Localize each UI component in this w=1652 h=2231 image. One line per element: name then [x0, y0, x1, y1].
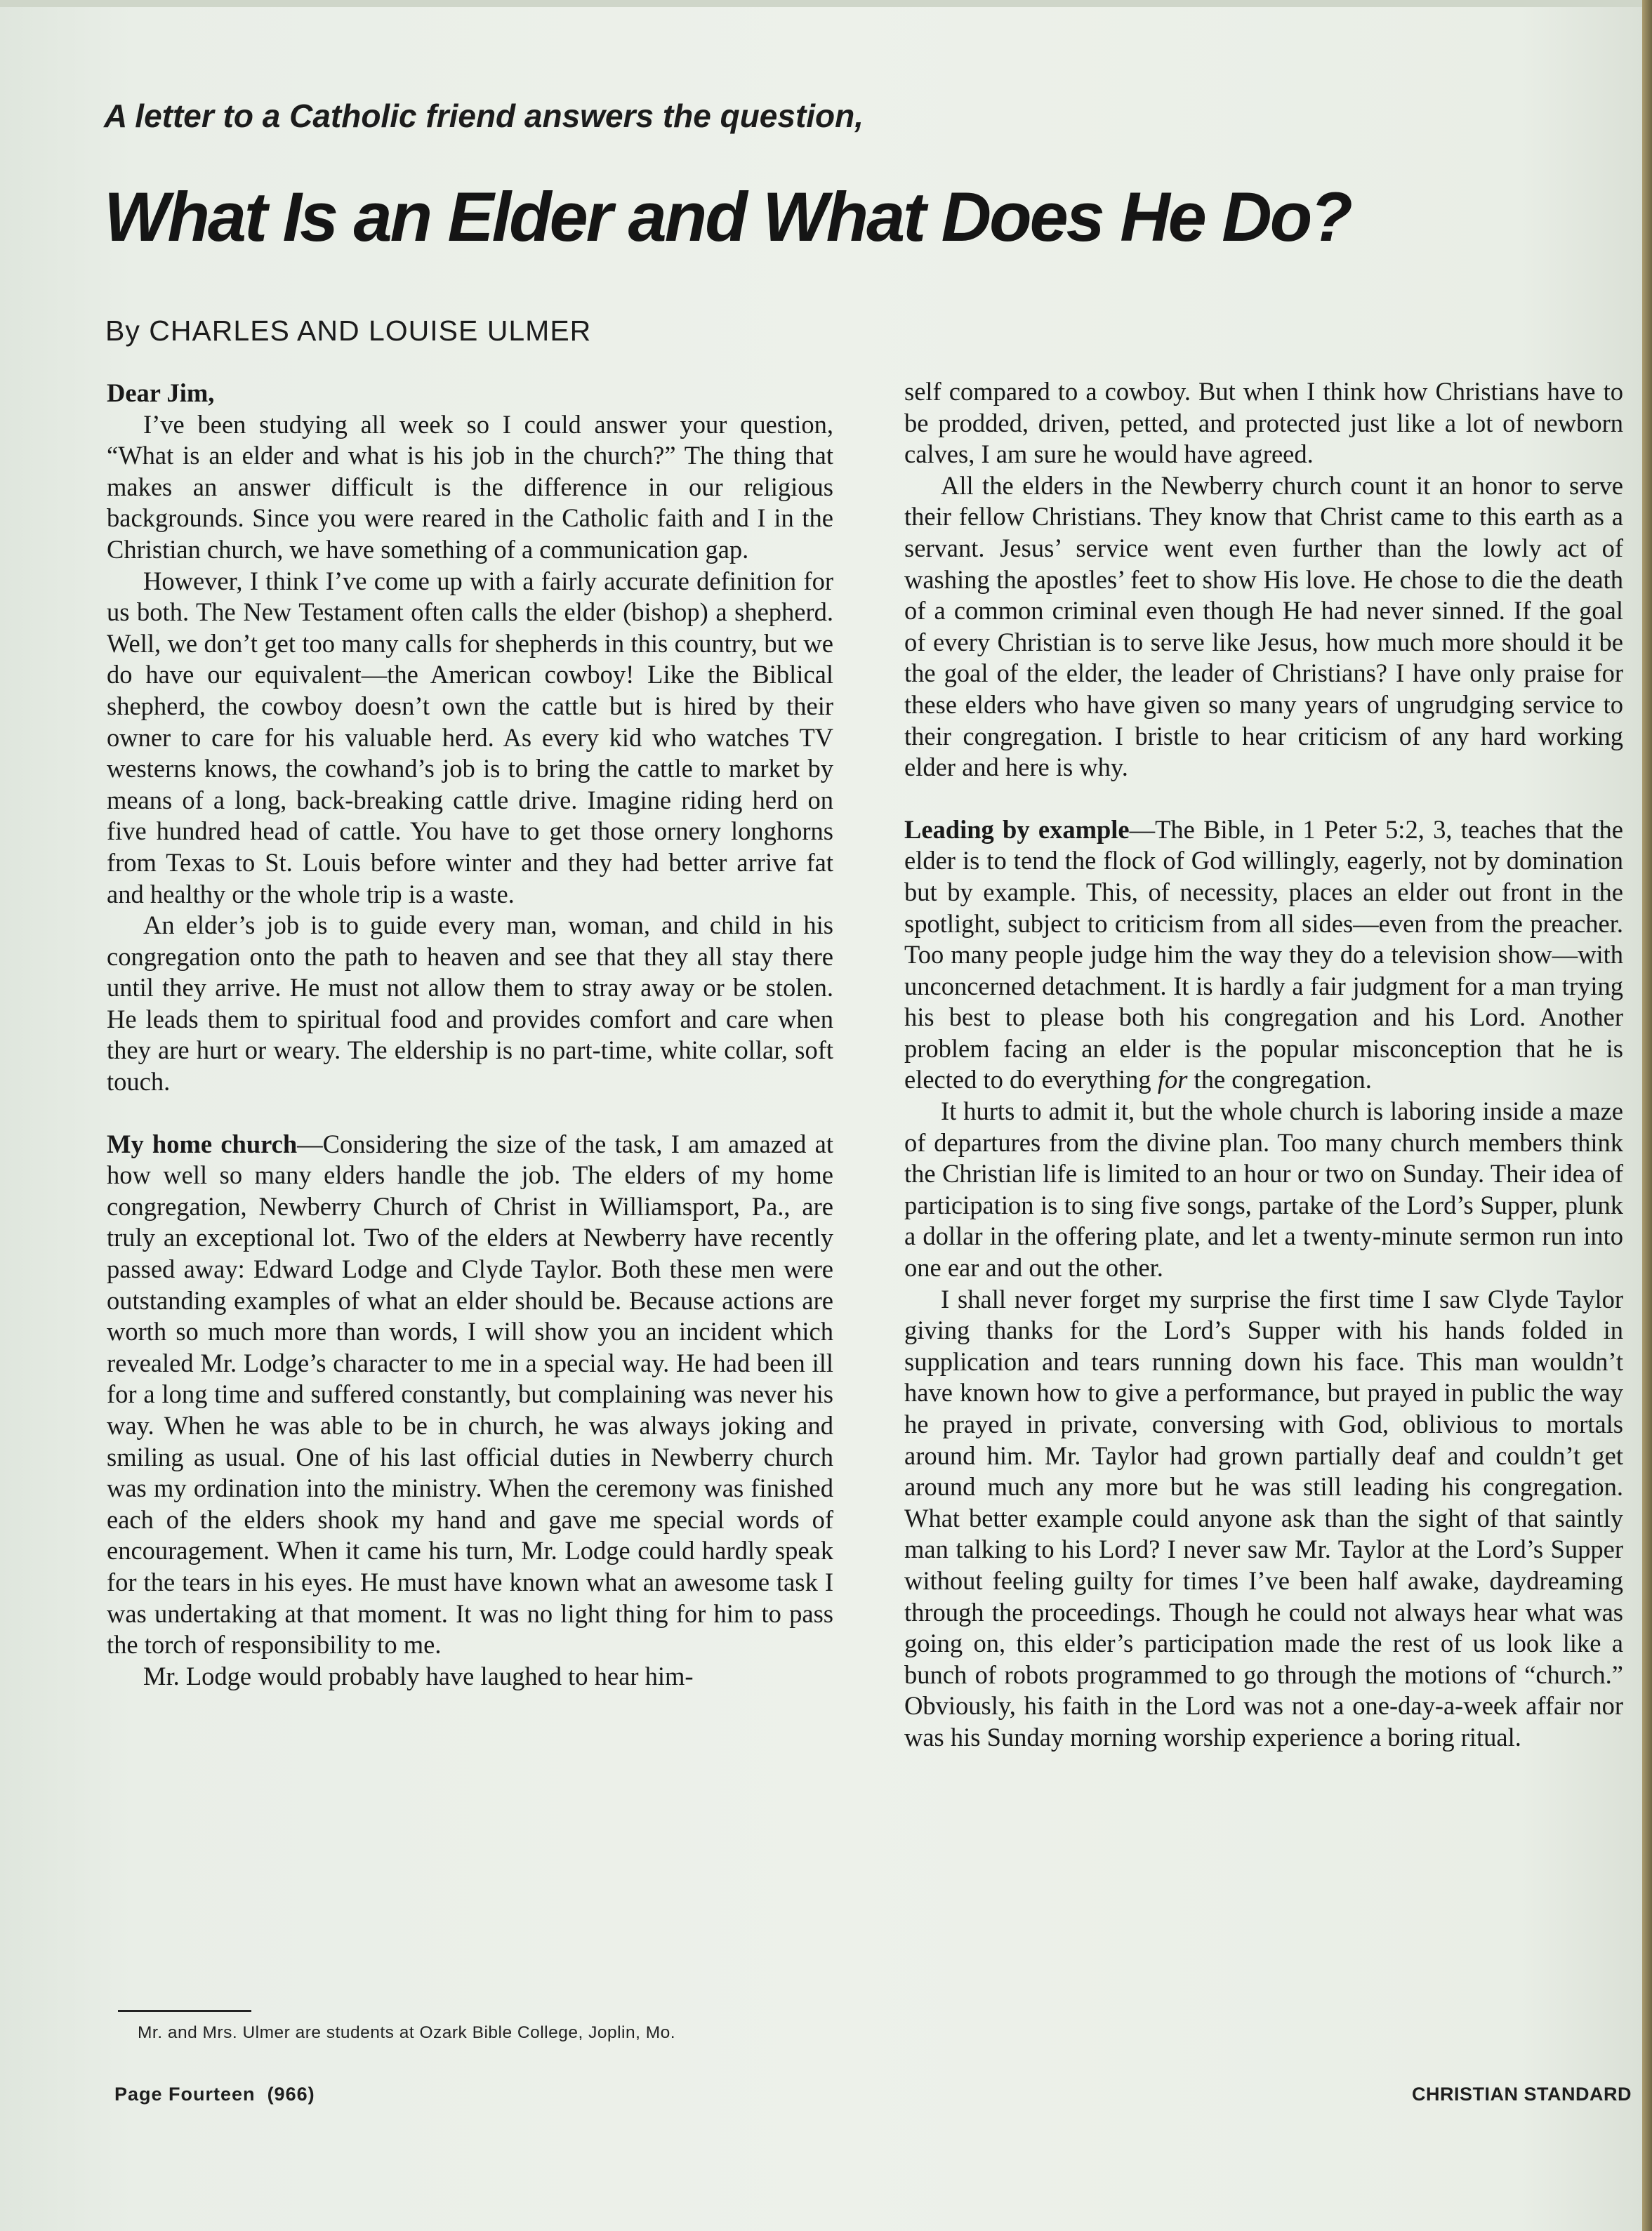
right-paragraph-5: I shall never forget my surprise the first time I saw Clyde Taylor giving thanks for the Lord’s Supper with his hands folded in supplication and tears running down his face. This man wouldn’t have known how to give a performance, but prayed in public the way he prayed in private, conversing with God, oblivious to mortals around him. Mr. Taylor had grown partially deaf and couldn’t get around much any more but he was still leading his congregation. What better example could anyone ask than the sight of that saintly man talking to his Lord? I never saw Mr. Taylor at the Lord’s Supper without feeling guilty for times I’ve been half awake, daydreaming through the proceedings. Though he could not always hear what was going on, this elder’s participation made the rest of us look like a bunch of robots programmed to go through the motions of “church.” Obviously, his faith in the Lord was not a one-day-a-week affair nor was his Sunday morning worship experience a boring ritual.: [904, 1284, 1623, 1752]
page-label: Page Fourteen: [114, 2084, 256, 2105]
page-right-edge: [1642, 0, 1652, 2231]
footnote-rule: [118, 2010, 251, 2012]
page-top-edge: [0, 0, 1652, 7]
left-paragraph-1: I’ve been studying all week so I could answer your question, “What is an elder and what is his job in the church?” The thing that makes an answer difficult is the difference in our religious backgrounds. Since you were reared in the Catholic faith and I in the Christian church, we have something of a communication gap.: [107, 409, 833, 564]
left-paragraph-2: However, I think I’ve come up with a fairly accurate definition for us both. The New Testament often calls the elder (bishop) a shepherd. Well, we don’t get too many calls for shepherds in this country, but we do have our equivalent—the American cowboy! Like the Biblical shepherd, the cowboy doesn’t own the cattle but is hired by their owner to care for his valuable herd. As every kid who watches TV westerns knows, the cowhand’s job is to bring the cattle to market by means of a long, back-breaking cattle drive. Imagine riding herd on five hundred head of cattle. You have to get those ornery longhorns from Texas to St. Louis before winter and they had better arrive fat and healthy or the whole trip is a waste.: [107, 566, 833, 908]
right-paragraph-3-emphasis: for: [1157, 1065, 1188, 1094]
page-number: (966): [267, 2084, 315, 2105]
left-paragraph-5: Mr. Lodge would probably have laughed to hear him-: [143, 1661, 694, 1690]
right-paragraph-2: All the elders in the Newberry church count it an honor to serve their fellow Christians. They know that Christ came to this earth as a servant. Jesus’ service went even further than the lowly act of washing the apostles’ feet to show His love. He chose to die the death of a common criminal even though He had never sinned. If the goal of every Christian is to serve like Jesus, how much more should it be the goal of the elder, the leader of Christians? I have only praise for these elders who have given so many years of ungrudging service to their congregation. I bristle to hear criticism of any hard working elder and here is why.: [904, 470, 1623, 782]
right-paragraph-3: [904, 814, 1623, 1096]
page-folio: [114, 2084, 315, 2105]
author-footnote: Mr. and Mrs. Ulmer are students at Ozark Bible College, Joplin, Mo.: [138, 2023, 676, 2042]
publication-name: CHRISTIAN STANDARD: [1412, 2084, 1632, 2105]
article-byline: By CHARLES AND LOUISE ULMER: [105, 315, 592, 347]
right-paragraph-4: It hurts to admit it, but the whole church is laboring inside a maze of departures from the divine plan. Too many church members think the Christian life is limited to an hour or two on Sunday. Their idea of participation is to sing five songs, partake of the Lord’s Supper, plunk a dollar in the offering plate, and let a twenty-minute sermon run into one ear and out the other.: [904, 1097, 1623, 1283]
article-kicker: A letter to a Catholic friend answers the question,: [104, 98, 864, 134]
left-paragraph-3: An elder’s job is to guide every man, woman, and child in his congregation onto the path to heaven and see that they all stay there until they arrive. He must not allow them to stray away or be stolen. He leads them to spiritual food and provides comfort and care when they are hurt or weary. The eldership is no part-time, white collar, soft touch.: [107, 911, 833, 1097]
article-title: What Is an Elder and What Does He Do?: [104, 178, 1351, 256]
right-paragraph-3-text-a: —The Bible, in 1 Peter 5:2, 3, teaches that the elder is to tend the flock of God willingly, eagerly, not by domination but by example. This, of necessity, places an elder out front in the spotlight, subject to criticism from all sides—even from the preacher. Too many people judge him the way they do a television show—with unconcerned detachment. It is hardly a fair judgment for a man trying his best to please both his congregation and his Lord. Another problem facing an elder is the popular misconception that he is elected to do everything: [904, 814, 1623, 1094]
section-heading-home-church: My home church: [107, 1129, 298, 1158]
left-paragraph-4: [107, 1129, 833, 1661]
left-paragraph-4-text: —Considering the size of the task, I am amazed at how well so many elders handle the job. The elders of my home congregation, Newberry Church of Christ in Williamsport, Pa., are truly an exceptional lot. Two of the elders at Newberry have recently passed away: Edward Lodge and Clyde Taylor. Both these men were outstanding examples of what an elder should be. Because actions are worth so much more than words, I will show you an incident which revealed Mr. Lodge’s character to me in a special way. He had been ill for a long time and suffered constantly, but complaining was never his way. When he was able to be in church, he was always joking and smiling as usual. One of his last official duties in Newberry church was my ordination into the ministry. When the ceremony was finished each of the elders shook my hand and gave me special words of encouragement. When it came his turn, Mr. Lodge could hardly speak for the tears in his eyes. He must have known what an awesome task I was undertaking at that moment. It was no light thing for him to pass the torch of responsibility to me.: [107, 1129, 833, 1660]
right-column: [904, 376, 1623, 1754]
right-paragraph-3-text-b: the congregation.: [1187, 1065, 1372, 1094]
section-heading-leading-by-example: Leading by example: [904, 814, 1130, 844]
right-paragraph-1: self compared to a cowboy. But when I think how Christians have to be prodded, driven, petted, and protected just like a lot of newborn calves, I am sure he would have agreed.: [904, 377, 1623, 469]
salutation: Dear Jim,: [107, 378, 215, 407]
left-column: [107, 378, 833, 1692]
